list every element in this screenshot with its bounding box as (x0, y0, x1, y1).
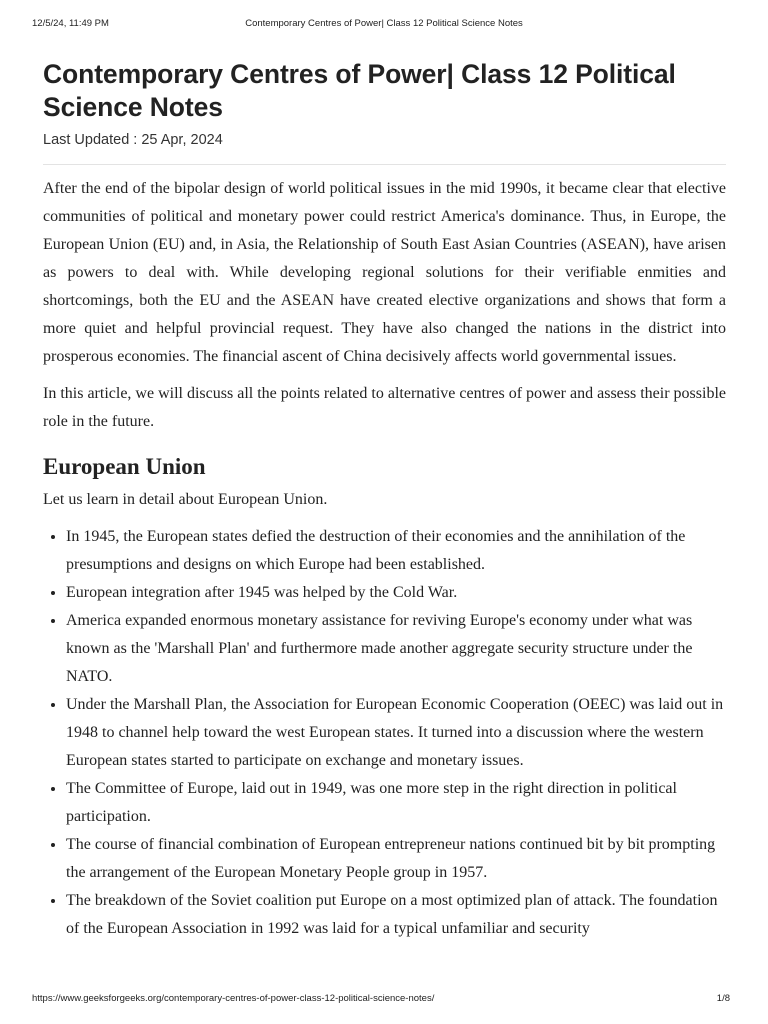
list-item: • In 1945, the European states defied the destruction of their economies and the annihilation of the presumptions and designs on which Europe had been established. (66, 523, 726, 579)
list-item: • The Committee of Europe, laid out in 1949, was one more step in the right direction in political participation. (66, 775, 726, 831)
print-footer (32, 993, 736, 1007)
intro-paragraph: After the end of the bipolar design of world political issues in the mid 1990s, it became clear that elective communities of political and monetary power could restrict America's dominance. Thus, in Europe, the European Union (EU) and, in Asia, the Relationship of South East Asian Countries (ASEAN), have arisen as powers to deal with. While developing regional solutions for their verifiable enmities and shortcomings, both the EU and the ASEAN have created elective organizations and shows that form a more quiet and helpful provincial request. They have also changed the nations in the district into prosperous economies. The financial ascent of China decisively affects world governmental issues. (43, 180, 726, 365)
list-item: • The course of financial combination of European entrepreneur nations continued bit by bit prompting the arrangement of the European Monetary People group in 1957. (66, 831, 726, 887)
print-datetime: 12/5/24, 11:49 PM (32, 18, 109, 29)
title-divider (43, 164, 726, 165)
bullet-list (43, 523, 726, 943)
scope-paragraph: In this article, we will discuss all the points related to alternative centres of power and assess their possible role in the future. (43, 385, 726, 430)
section-heading: European Union (43, 454, 206, 479)
print-doc-title: Contemporary Centres of Power| Class 12 Political Science Notes (245, 18, 523, 29)
print-header (32, 18, 736, 32)
list-item: • America expanded enormous monetary assistance for reviving Europe's economy under what was known as the 'Marshall Plan' and furthermore made another aggregate security structure under the NATO. (66, 607, 726, 691)
list-item: • The breakdown of the Soviet coalition put Europe on a most optimized plan of attack. The foundation of the European Association in 1992 was laid for a typical unfamiliar and security (66, 887, 726, 943)
page-url-link[interactable]: https://www.geeksforgeeks.org/contemporary-centres-of-power-class-12-political-science-notes/ (32, 993, 435, 1004)
list-item: • European integration after 1945 was helped by the Cold War. (66, 579, 726, 607)
last-updated: Last Updated : 25 Apr, 2024 (43, 132, 223, 148)
article-title: Contemporary Centres of Power| Class 12 Political Science Notes (43, 59, 676, 122)
list-item: • Under the Marshall Plan, the Association for European Economic Cooperation (OEEC) was laid out in 1948 to channel help toward the west European states. It turned into a discussion where the western European states started to participate on exchange and monetary issues. (66, 691, 726, 775)
section-intro: Let us learn in detail about European Union. (43, 491, 328, 508)
page-number: 1/8 (716, 993, 730, 1004)
article (43, 58, 726, 943)
